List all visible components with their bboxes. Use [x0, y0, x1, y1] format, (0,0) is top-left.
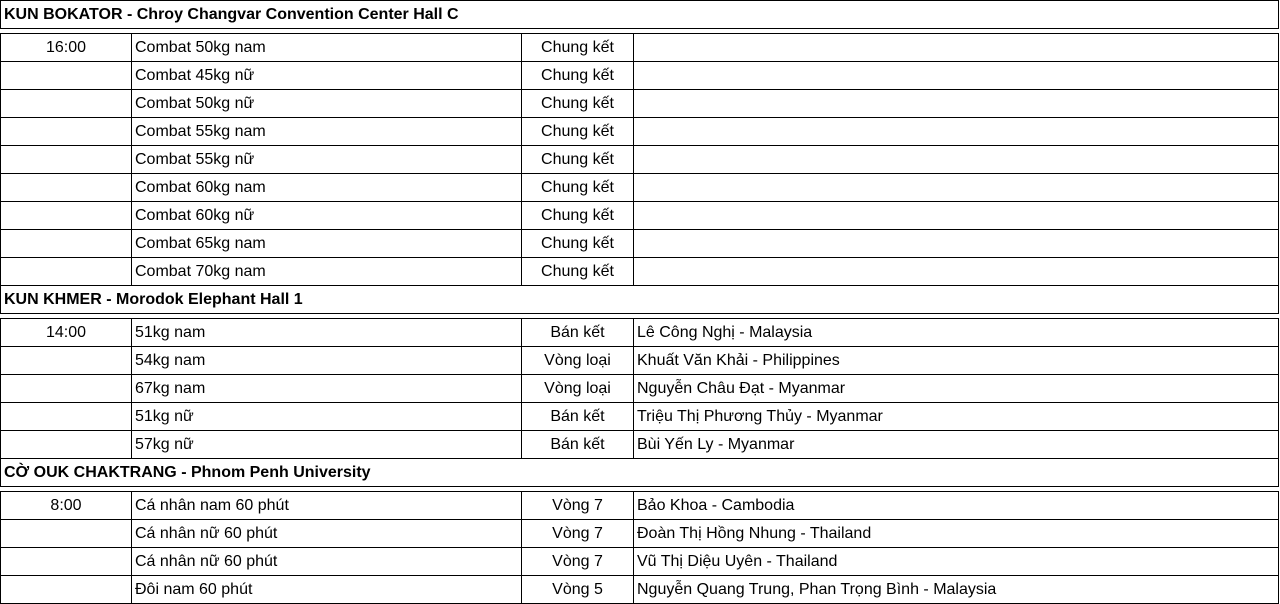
- section-title: CỜ OUK CHAKTRANG - Phnom Penh University: [1, 459, 1279, 487]
- table-row: [1, 90, 1279, 118]
- athlete-cell: Khuất Văn Khải - Philippines: [634, 347, 1279, 375]
- table-row: [1, 258, 1279, 286]
- round-cell: Chung kết: [522, 146, 634, 174]
- table-row: [1, 347, 1279, 375]
- event-cell: 51kg nữ: [132, 403, 522, 431]
- time-cell: [1, 403, 132, 431]
- round-cell: Vòng 7: [522, 492, 634, 520]
- event-cell: 57kg nữ: [132, 431, 522, 459]
- athlete-cell: [634, 118, 1279, 146]
- event-cell: 67kg nam: [132, 375, 522, 403]
- event-cell: Cá nhân nữ 60 phút: [132, 548, 522, 576]
- event-cell: Combat 45kg nữ: [132, 62, 522, 90]
- event-cell: Cá nhân nữ 60 phút: [132, 520, 522, 548]
- round-cell: Chung kết: [522, 202, 634, 230]
- table-row: [1, 118, 1279, 146]
- table-row: [1, 403, 1279, 431]
- event-cell: Combat 50kg nữ: [132, 90, 522, 118]
- event-cell: Combat 65kg nam: [132, 230, 522, 258]
- time-cell: [1, 576, 132, 604]
- time-cell: [1, 62, 132, 90]
- section-header: [1, 1, 1279, 29]
- athlete-cell: Nguyễn Quang Trung, Phan Trọng Bình - Malaysia: [634, 576, 1279, 604]
- round-cell: Vòng 7: [522, 548, 634, 576]
- event-cell: Combat 50kg nam: [132, 34, 522, 62]
- table-row: [1, 230, 1279, 258]
- time-cell: [1, 202, 132, 230]
- athlete-cell: Đoàn Thị Hồng Nhung - Thailand: [634, 520, 1279, 548]
- time-cell: [1, 548, 132, 576]
- round-cell: Vòng 7: [522, 520, 634, 548]
- time-cell: [1, 174, 132, 202]
- table-row: [1, 319, 1279, 347]
- event-cell: Cá nhân nam 60 phút: [132, 492, 522, 520]
- time-cell: [1, 431, 132, 459]
- round-cell: Vòng loại: [522, 375, 634, 403]
- athlete-cell: [634, 146, 1279, 174]
- time-cell: 8:00: [1, 492, 132, 520]
- event-cell: Combat 55kg nữ: [132, 146, 522, 174]
- table-row: [1, 202, 1279, 230]
- event-cell: 54kg nam: [132, 347, 522, 375]
- event-cell: Đôi nam 60 phút: [132, 576, 522, 604]
- time-cell: [1, 375, 132, 403]
- athlete-cell: [634, 34, 1279, 62]
- event-cell: Combat 55kg nam: [132, 118, 522, 146]
- event-cell: Combat 70kg nam: [132, 258, 522, 286]
- time-cell: [1, 347, 132, 375]
- table-row: [1, 174, 1279, 202]
- time-cell: 16:00: [1, 34, 132, 62]
- table-row: [1, 431, 1279, 459]
- time-cell: [1, 118, 132, 146]
- round-cell: Vòng 5: [522, 576, 634, 604]
- table-row: [1, 576, 1279, 604]
- table-row: [1, 375, 1279, 403]
- time-cell: 14:00: [1, 319, 132, 347]
- table-row: [1, 492, 1279, 520]
- time-cell: [1, 258, 132, 286]
- round-cell: Bán kết: [522, 431, 634, 459]
- athlete-cell: Bảo Khoa - Cambodia: [634, 492, 1279, 520]
- round-cell: Bán kết: [522, 403, 634, 431]
- athlete-cell: [634, 62, 1279, 90]
- time-cell: [1, 146, 132, 174]
- athlete-cell: [634, 230, 1279, 258]
- round-cell: Bán kết: [522, 319, 634, 347]
- time-cell: [1, 90, 132, 118]
- athlete-cell: [634, 258, 1279, 286]
- event-cell: Combat 60kg nữ: [132, 202, 522, 230]
- time-cell: [1, 230, 132, 258]
- section-header: [1, 459, 1279, 487]
- round-cell: Chung kết: [522, 34, 634, 62]
- round-cell: Chung kết: [522, 174, 634, 202]
- athlete-cell: Triệu Thị Phương Thủy - Myanmar: [634, 403, 1279, 431]
- round-cell: Chung kết: [522, 62, 634, 90]
- event-cell: 51kg nam: [132, 319, 522, 347]
- athlete-cell: [634, 202, 1279, 230]
- athlete-cell: [634, 174, 1279, 202]
- event-cell: Combat 60kg nam: [132, 174, 522, 202]
- time-cell: [1, 520, 132, 548]
- round-cell: Vòng loại: [522, 347, 634, 375]
- section-title: KUN KHMER - Morodok Elephant Hall 1: [1, 286, 1279, 314]
- table-row: [1, 146, 1279, 174]
- athlete-cell: [634, 90, 1279, 118]
- athlete-cell: Nguyễn Châu Đạt - Myanmar: [634, 375, 1279, 403]
- round-cell: Chung kết: [522, 230, 634, 258]
- athlete-cell: Bùi Yến Ly - Myanmar: [634, 431, 1279, 459]
- round-cell: Chung kết: [522, 90, 634, 118]
- table-row: [1, 548, 1279, 576]
- table-row: [1, 62, 1279, 90]
- table-row: [1, 34, 1279, 62]
- athlete-cell: Vũ Thị Diệu Uyên - Thailand: [634, 548, 1279, 576]
- section-title: KUN BOKATOR - Chroy Changvar Convention Center Hall C: [1, 1, 1279, 29]
- round-cell: Chung kết: [522, 258, 634, 286]
- schedule-body: [1, 1, 1279, 604]
- round-cell: Chung kết: [522, 118, 634, 146]
- section-header: [1, 286, 1279, 314]
- athlete-cell: Lê Công Nghị - Malaysia: [634, 319, 1279, 347]
- table-row: [1, 520, 1279, 548]
